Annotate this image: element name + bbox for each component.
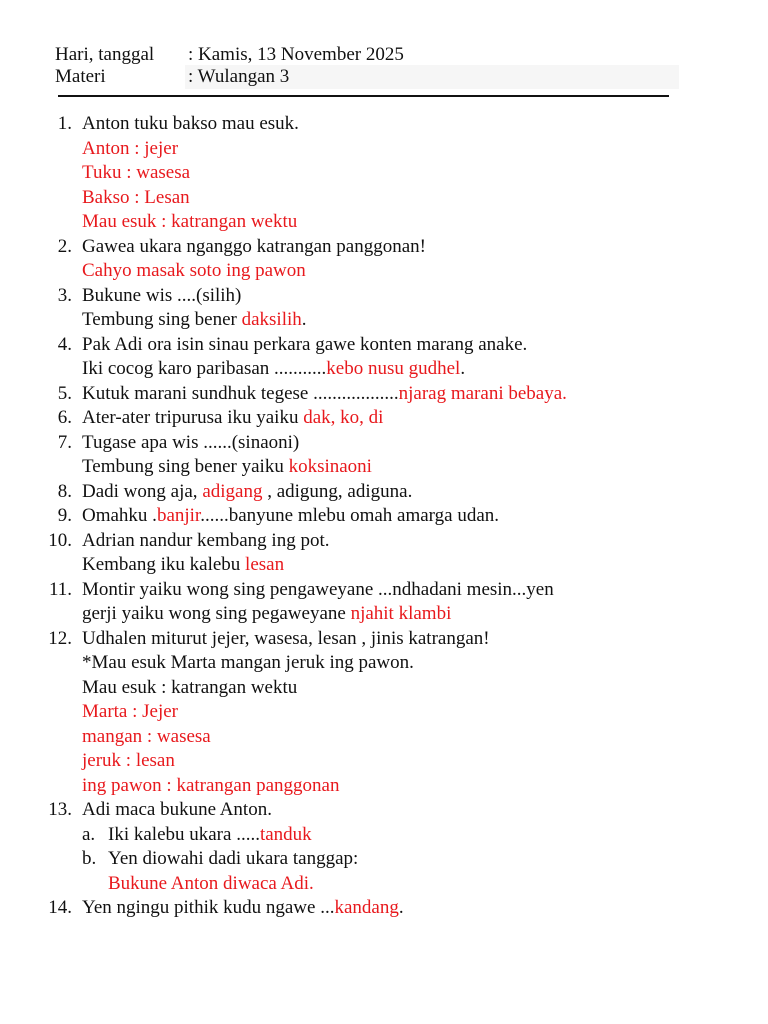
list-line — [0, 774, 768, 799]
question-text: gerji yaiku wong sing pegaweyane — [82, 603, 351, 624]
answer-text: ing pawon : katrangan panggonan — [82, 774, 340, 796]
line-text — [82, 774, 339, 799]
line-text — [108, 823, 312, 848]
answer-text: jeruk : lesan — [82, 750, 175, 771]
answer-text: njarag marani bebaya. — [398, 382, 567, 404]
line-text — [82, 749, 175, 774]
list-line — [0, 259, 768, 284]
line-text — [82, 284, 241, 309]
trailing-text: , adigung, adiguna. — [262, 480, 413, 502]
line-text — [82, 382, 567, 407]
question-text: Pak Adi ora isin sinau perkara gawe konten marang anake. — [82, 333, 528, 355]
line-text — [82, 627, 490, 652]
date-row — [55, 43, 404, 67]
line-text — [82, 798, 272, 823]
list-line — [0, 186, 768, 211]
list-line — [0, 529, 768, 554]
list-line — [0, 896, 768, 921]
line-text — [82, 210, 297, 235]
list-line — [0, 823, 768, 848]
answer-text: Cahyo masak soto ing pawon — [82, 260, 306, 281]
line-text — [82, 235, 426, 260]
item-number: 10. — [48, 529, 72, 551]
header-divider — [58, 95, 669, 97]
topic-value: : Wulangan 3 — [188, 66, 290, 87]
line-text — [82, 431, 299, 456]
list-line — [0, 137, 768, 162]
list-line — [0, 553, 768, 578]
list-line — [0, 676, 768, 701]
item-number: 4. — [57, 333, 72, 355]
list-line — [0, 651, 768, 676]
question-text: Iki cocog karo paribasan ........... — [82, 358, 327, 379]
item-number: 7. — [57, 431, 72, 453]
item-number: 1. — [57, 113, 72, 134]
item-number: 13. — [48, 799, 72, 820]
question-text: Ater-ater tripurusa iku yaiku — [82, 407, 304, 428]
list-line — [0, 700, 768, 725]
list-line — [0, 308, 768, 333]
answer-text: daksilih — [241, 309, 302, 330]
answer-text: koksinaoni — [288, 456, 372, 477]
line-text — [82, 455, 372, 480]
list-line — [0, 455, 768, 480]
item-number: 11. — [48, 578, 72, 600]
answer-text: Tuku : wasesa — [82, 162, 191, 183]
line-text — [82, 161, 190, 186]
line-text — [82, 725, 211, 750]
question-text: Gawea ukara nganggo katrangan panggonan! — [82, 235, 426, 257]
item-number: 5. — [57, 382, 72, 404]
answer-text: Marta : Jejer — [82, 701, 179, 722]
list-line — [0, 578, 768, 603]
topic-label: Materi — [55, 66, 106, 87]
list-line — [0, 504, 768, 529]
question-text: Yen ngingu pithik kudu ngawe ... — [82, 897, 335, 918]
trailing-text: . — [460, 358, 466, 379]
list-line — [0, 161, 768, 186]
line-text — [82, 186, 190, 211]
question-text: Iki kalebu ukara ..... — [108, 823, 260, 845]
list-line — [0, 798, 768, 823]
item-number: 3. — [57, 284, 72, 306]
list-line — [0, 112, 768, 137]
trailing-text: . — [398, 897, 404, 918]
list-line — [0, 872, 768, 897]
list-line — [0, 333, 768, 358]
line-text — [82, 259, 306, 284]
line-text — [108, 847, 358, 872]
line-text — [82, 676, 297, 701]
list-line — [0, 431, 768, 456]
item-number: 8. — [57, 480, 72, 502]
line-text — [82, 333, 527, 358]
answer-text: adigang — [202, 480, 263, 502]
list-line — [0, 284, 768, 309]
topic-row — [55, 65, 289, 89]
list-line — [0, 406, 768, 431]
answer-text: Bakso : Lesan — [82, 186, 190, 208]
line-text — [82, 896, 404, 921]
list-line — [0, 480, 768, 505]
sub-item-letter: b. — [82, 848, 97, 869]
answer-text: Anton : jejer — [82, 137, 179, 159]
answer-text: lesan — [245, 554, 285, 575]
question-text: Adrian nandur kembang ing pot. — [82, 529, 330, 551]
answer-text: Mau esuk : katrangan wektu — [82, 211, 298, 232]
list-line — [0, 725, 768, 750]
question-text: Kutuk marani sundhuk tegese .................. — [82, 382, 399, 404]
question-text: *Mau esuk Marta mangan jeruk ing pawon. — [82, 652, 414, 673]
line-text — [82, 480, 412, 505]
answer-text: mangan : wasesa — [82, 725, 211, 747]
item-number: 2. — [57, 235, 72, 257]
list-line — [0, 602, 768, 627]
line-text — [82, 700, 178, 725]
line-text — [82, 602, 451, 627]
question-text: Anton tuku bakso mau esuk. — [82, 113, 299, 134]
answer-text: kebo nusu gudhel — [326, 358, 461, 379]
list-line — [0, 847, 768, 872]
answer-text: njahit klambi — [350, 603, 452, 624]
question-text: Omahku . — [82, 505, 157, 526]
line-text — [82, 553, 284, 578]
list-line — [0, 749, 768, 774]
question-text: Adi maca bukune Anton. — [82, 799, 272, 820]
question-text: Yen diowahi dadi ukara tanggap: — [108, 848, 359, 869]
line-text — [82, 504, 499, 529]
answer-text: kandang — [334, 897, 399, 918]
line-text — [82, 578, 554, 603]
question-text: Udhalen miturut jejer, wasesa, lesan , jinis katrangan! — [82, 627, 490, 649]
trailing-text: . — [301, 309, 307, 330]
question-text: Tembung sing bener yaiku — [82, 456, 289, 477]
question-text: Kembang iku kalebu — [82, 554, 246, 575]
list-line — [0, 235, 768, 260]
date-label: Hari, tanggal — [55, 44, 155, 65]
line-text — [82, 357, 465, 382]
item-number: 14. — [48, 897, 72, 918]
line-text — [82, 112, 299, 137]
line-text — [82, 529, 329, 554]
answer-text: Bukune Anton diwaca Adi. — [108, 872, 314, 894]
item-number: 6. — [57, 407, 72, 428]
list-line — [0, 627, 768, 652]
question-text: Bukune wis ....(silih) — [82, 284, 242, 306]
question-text: Dadi wong aja, — [82, 480, 203, 502]
line-text — [82, 308, 307, 333]
answer-text: tanduk — [259, 823, 312, 845]
sub-item-letter: a. — [82, 823, 96, 845]
item-number: 12. — [48, 627, 72, 649]
answer-text: banjir — [156, 505, 201, 526]
question-text: Montir yaiku wong sing pengaweyane ...ndhadani mesin...yen — [82, 578, 554, 600]
date-value: : Kamis, 13 November 2025 — [188, 44, 404, 65]
line-text — [108, 872, 314, 897]
question-text: Tembung sing bener — [82, 309, 242, 330]
trailing-text: ......banyune mlebu omah amarga udan. — [200, 505, 500, 526]
line-text — [82, 406, 383, 431]
item-number: 9. — [57, 505, 72, 526]
line-text — [82, 651, 414, 676]
list-line — [0, 357, 768, 382]
question-text: Mau esuk : katrangan wektu — [82, 676, 298, 698]
list-line — [0, 382, 768, 407]
question-text: Tugase apa wis ......(sinaoni) — [82, 431, 300, 453]
list-line — [0, 210, 768, 235]
line-text — [82, 137, 178, 162]
question-list — [0, 112, 768, 921]
answer-text: dak, ko, di — [303, 407, 384, 428]
